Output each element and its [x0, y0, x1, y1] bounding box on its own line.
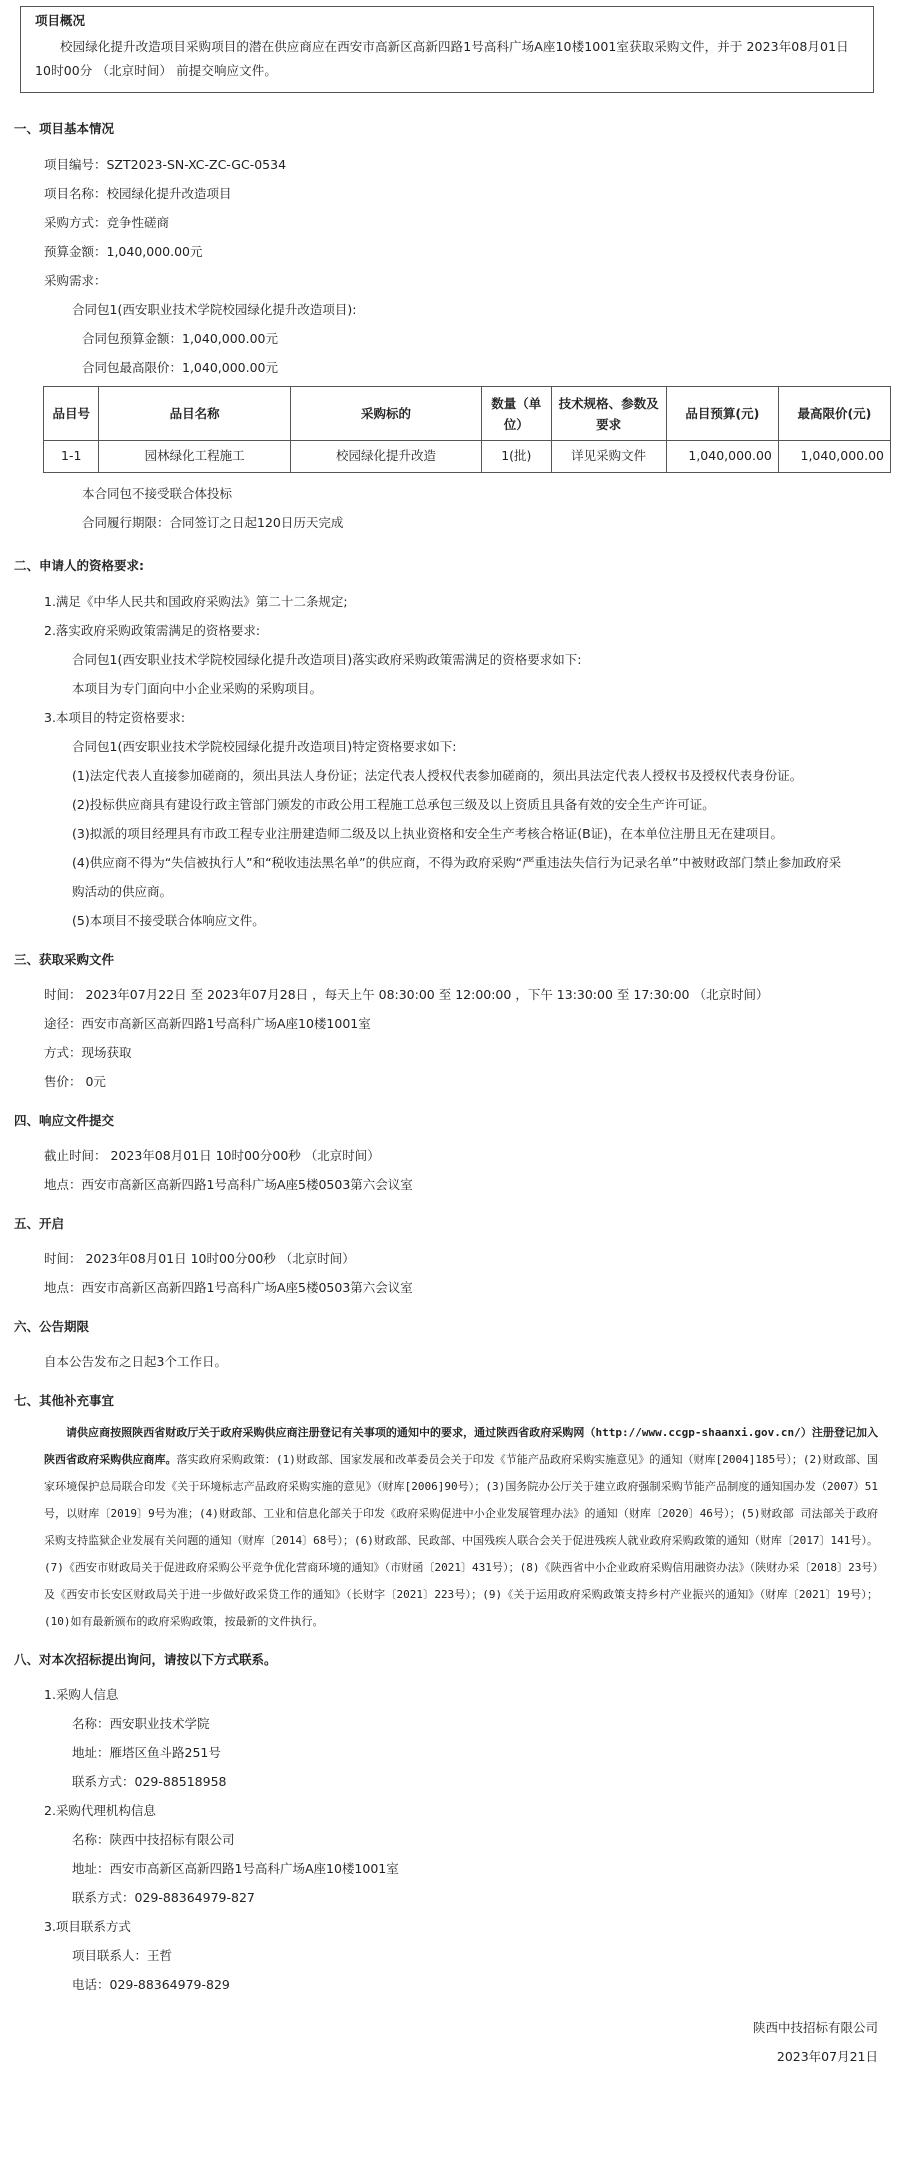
cell-quantity: 1(批): [482, 441, 551, 473]
qual-3-item-2: (2)投标供应商具有建设行政主管部门颁发的市政公用工程施工总承包三级及以上资质且具备有效的安全生产许可证。: [72, 797, 715, 813]
obtain-time: 时间： 2023年07月22日 至 2023年07月28日 ，每天上午 08:30:00 至 12:00:00 ，下午 13:30:00 至 17:30:00 （北京时间）: [44, 987, 769, 1003]
qual-3: 3.本项目的特定资格要求:: [44, 710, 186, 726]
agency-name: 名称：陕西中技招标有限公司: [72, 1832, 235, 1848]
purchaser-phone: 联系方式：029-88518958: [72, 1774, 227, 1790]
signature-organization: 陕西中技招标有限公司: [752, 2020, 878, 2036]
supplier-registration-notice: 请供应商按照陕西省财政厅关于政府采购供应商注册登记有关事项的通知中的要求，通过陕西省政府采购网（http://www.ccgp-shaanxi.gov.cn/）注册登记加入陕西省政府采购供应商库。: [44, 1426, 878, 1467]
cell-spec: 详见采购文件: [551, 441, 666, 473]
supplementary-text: [10, 1419, 896, 1635]
section-7-title: 七、其他补充事宜: [14, 1393, 115, 1409]
project-number: 项目编号：SZT2023-SN-XC-ZC-GC-0534: [44, 157, 287, 173]
purchaser-address: 地址：雁塔区鱼斗路251号: [72, 1745, 221, 1761]
col-header: 最高限价(元): [778, 387, 890, 441]
section-3-title: 三、获取采购文件: [14, 952, 115, 968]
table-row: [44, 441, 891, 473]
section-2-title: 二、申请人的资格要求:: [14, 558, 144, 574]
col-header: 采购标的: [290, 387, 481, 441]
document-price: 售价： 0元: [44, 1074, 106, 1090]
col-header: 技术规格、参数及要求: [551, 387, 666, 441]
overview-text: 校园绿化提升改造项目采购项目的潜在供应商应在西安市高新区高新四路1号高科广场A座10楼1001室获取采购文件，并于 2023年08月01日 10时00分 （北京时间） 前提交响应文件。: [35, 38, 849, 78]
obtain-mode: 方式：现场获取: [44, 1045, 132, 1061]
items-table: [43, 386, 891, 473]
package-budget: 合同包预算金额：1,040,000.00元: [82, 331, 278, 347]
project-overview-box: [20, 6, 874, 93]
cell-item-no: 1-1: [44, 441, 99, 473]
qual-2: 2.落实政府采购政策需满足的资格要求:: [44, 623, 261, 639]
opening-place: 地点：西安市高新区高新四路1号高科广场A座5楼0503第六会议室: [44, 1280, 413, 1296]
project-contact-phone: 电话：029-88364979-829: [72, 1977, 230, 1993]
submission-deadline: 截止时间： 2023年08月01日 10时00分00秒 （北京时间）: [44, 1148, 380, 1164]
contract-package: 合同包1(西安职业技术学院校园绿化提升改造项目):: [72, 302, 357, 318]
agency-heading: 2.采购代理机构信息: [44, 1803, 156, 1819]
signature-date: 2023年07月21日: [776, 2049, 878, 2065]
policy-list: 落实政府采购政策：(1)财政部、国家发展和改革委员会关于印发《节能产品政府采购实施意见》的通知（财库[2004]185号）；(2)财政部、国家环境保护总局联合印发《关于环境标志产品政府采购实施的意见》（财库[2006]90号）；(3)国务院办公厅关于建立政府强制采购节能产品制度的通知国办发（2007）51号，以财库〔2019〕9号为准；(4)财政部、工业和信息化部关于印发《政府采购促进中小企业发展管理办法》的通知（财库〔2020〕46号）；(5)财政部 司法部关于政府采购支持监狱企业发展有关问题的通知（财库〔2014〕68号）；(6)财政部、民政部、中国残疾人联合会关于促进残疾人就业政府采购政策的通知（财库〔2017〕141号）。(7)《西安市财政局关于促进政府采购公平竞争优化营商环境的通知》（市财函〔2021〕431号）；(8)《陕西省中小企业政府采购信用融资办法》（陕财办采〔2018〕23号）及《西安市长安区财政局关于进一步做好政采贷工作的通知》（长财字〔2021〕223号）；(9)《关于运用政府采购政策支持乡村产业振兴的通知》（财库〔2021〕19号）；(10)如有最新颁布的政府采购政策，按最新的文件执行。: [44, 1453, 878, 1629]
col-header: 数量（单位）: [482, 387, 551, 441]
qual-3-item-4-cont: 购活动的供应商。: [72, 884, 173, 900]
section-1-title: 一、项目基本情况: [14, 121, 115, 137]
cell-item-name: 园林绿化工程施工: [99, 441, 290, 473]
qual-3-item-1: (1)法定代表人直接参加磋商的，须出具法人身份证；法定代表人授权代表参加磋商的，须出具法定代表人授权书及授权代表身份证。: [72, 768, 803, 784]
project-contact-heading: 3.项目联系方式: [44, 1919, 131, 1935]
submission-place: 地点：西安市高新区高新四路1号高科广场A座5楼0503第六会议室: [44, 1177, 413, 1193]
col-header: 品目名称: [99, 387, 290, 441]
col-header: 品目预算(元): [666, 387, 778, 441]
qual-3-item-4: (4)供应商不得为“失信被执行人”和“税收违法黑名单”的供应商，不得为政府采购“严重违法失信行为记录名单”中被财政部门禁止参加政府采: [72, 855, 842, 871]
qual-3-package: 合同包1(西安职业技术学院校园绿化提升改造项目)特定资格要求如下:: [72, 739, 457, 755]
col-header: 品目号: [44, 387, 99, 441]
opening-time: 时间： 2023年08月01日 10时00分00秒 （北京时间）: [44, 1251, 355, 1267]
purchaser-heading: 1.采购人信息: [44, 1687, 119, 1703]
project-name: 项目名称：校园绿化提升改造项目: [44, 186, 232, 202]
announcement-period: 自本公告发布之日起3个工作日。: [44, 1354, 227, 1370]
budget-amount: 预算金额：1,040,000.00元: [44, 244, 203, 260]
project-contact-person: 项目联系人：王哲: [72, 1948, 173, 1964]
no-consortium-note: 本合同包不接受联合体投标: [82, 486, 233, 502]
overview-heading: 项目概况: [35, 13, 86, 28]
agency-phone: 联系方式：029-88364979-827: [72, 1890, 255, 1906]
section-5-title: 五、开启: [14, 1216, 65, 1232]
agency-address: 地址：西安市高新区高新四路1号高科广场A座10楼1001室: [72, 1861, 399, 1877]
qual-2-package: 合同包1(西安职业技术学院校园绿化提升改造项目)落实政府采购政策需满足的资格要求如下:: [72, 652, 582, 668]
package-max-price: 合同包最高限价：1,040,000.00元: [82, 360, 278, 376]
qual-1: 1.满足《中华人民共和国政府采购法》第二十二条规定;: [44, 594, 348, 610]
purchaser-name: 名称：西安职业技术学院: [72, 1716, 210, 1732]
cell-max-price: 1,040,000.00: [778, 441, 890, 473]
obtain-way: 途径：西安市高新区高新四路1号高科广场A座10楼1001室: [44, 1016, 371, 1032]
section-8-title: 八、对本次招标提出询问，请按以下方式联系。: [14, 1652, 277, 1668]
procurement-method: 采购方式：竞争性磋商: [44, 215, 170, 231]
section-6-title: 六、公告期限: [14, 1319, 90, 1335]
table-header-row: [44, 387, 891, 441]
procurement-demand: 采购需求：: [44, 273, 107, 289]
section-4-title: 四、响应文件提交: [14, 1113, 115, 1129]
contract-period: 合同履行期限：合同签订之日起120日历天完成: [82, 515, 344, 531]
qual-2-sme: 本项目为专门面向中小企业采购的采购项目。: [72, 681, 323, 697]
qual-3-item-5: (5)本项目不接受联合体响应文件。: [72, 913, 265, 929]
cell-budget: 1,040,000.00: [666, 441, 778, 473]
qual-3-item-3: (3)拟派的项目经理具有市政工程专业注册建造师二级及以上执业资格和安全生产考核合格证(B证)，在本单位注册且无在建项目。: [72, 826, 784, 842]
cell-subject: 校园绿化提升改造: [290, 441, 481, 473]
